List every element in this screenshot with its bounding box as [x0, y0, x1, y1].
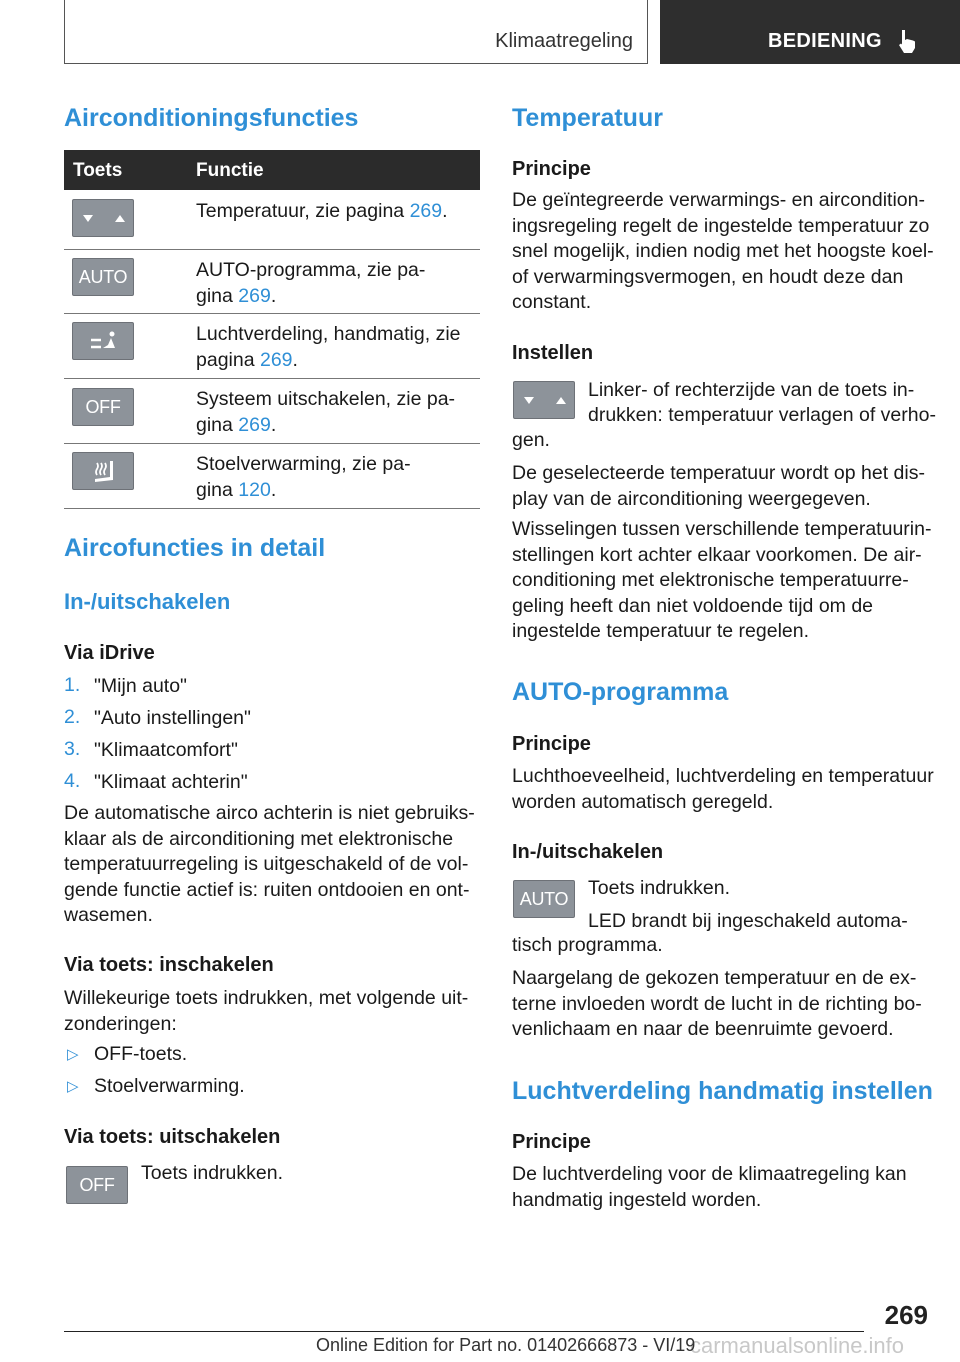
page-link[interactable]: 269	[259, 348, 293, 371]
toets-on-paragraph: Willekeurige toets indrukken, met volgende uit- zonderingen:	[64, 987, 469, 1035]
temperature-principle-paragraph: De geïntegreerde verwarmings- en aircondition- ingsregeling regelt de ingestelde temperatuur zo snel mogelijk, indien nodig met het hoogste koel- of verwarmingsvermogen, en houdt deze dan constant.	[512, 189, 934, 313]
via-toets-on-heading: Via toets: inschakelen	[64, 954, 274, 976]
changes-paragraph: Wisselingen tussen verschillende temperatuurin- stellingen kort achter elkaar voorkomen. De air- conditioning met elektronische temperatuurre- geling heeft dan niet voldoende tijd om de ingestelde temperatuur te regelen.	[512, 518, 932, 642]
principe-heading: Principe	[512, 733, 591, 755]
air-distribution-paragraph: De luchtverdeling voor de klimaatregeling kan handmatig ingesteld worden.	[512, 1163, 907, 1211]
instellen-heading: Instellen	[512, 342, 594, 364]
table-row-off-text: Systeem uitschakelen, zie pa- gina 269.	[196, 388, 456, 436]
step-number: 3.	[64, 738, 81, 760]
auto-airflow-paragraph: Naargelang de gekozen temperatuur en de ex- terne invloeden wordt de lucht in de richting bo- venlichaam en naar de beenruimte gevoerd.	[512, 967, 922, 1040]
step-number: 2.	[64, 706, 81, 728]
auto-button-icon: AUTO	[72, 258, 134, 296]
header-section-box	[64, 0, 648, 64]
display-paragraph: De geselecteerde temperatuur wordt op het dis- play van de airconditioning weergegeven.	[512, 462, 925, 510]
principe-heading: Principe	[512, 1131, 591, 1153]
air-distribution-title: Luchtverdeling handmatig instellen	[512, 1077, 933, 1105]
table-divider	[64, 249, 480, 250]
table-divider	[64, 443, 480, 444]
auto-instruction: Toets indrukken.	[588, 877, 730, 899]
auto-led-line1: LED brandt bij ingeschakeld automa-	[588, 910, 908, 932]
temperature-title: Temperatuur	[512, 104, 663, 132]
footer-divider	[64, 1331, 864, 1332]
via-idrive-heading: Via iDrive	[64, 642, 155, 664]
page-link[interactable]: 120	[238, 478, 271, 501]
table-row-air-distribution-text: Luchtverdeling, handmatig, zie pagina 269.	[196, 323, 461, 371]
table-divider	[64, 313, 480, 314]
pointing-hand-icon	[896, 28, 920, 54]
step-text: "Auto instellingen"	[94, 707, 251, 729]
table-header-functie: Functie	[196, 160, 264, 181]
instellen-text-line3: gen.	[512, 429, 550, 451]
step-number: 4.	[64, 770, 81, 792]
page-title: Airconditioningsfuncties	[64, 104, 359, 132]
page-number: 269	[884, 1300, 928, 1330]
table-row-auto-text: AUTO-programma, zie pa- gina 269.	[196, 259, 426, 307]
header-chapter-box	[660, 0, 960, 64]
page-link[interactable]: 269	[238, 284, 271, 307]
off-button-icon: OFF	[72, 388, 134, 426]
onoff-title: In-/uitschakelen	[64, 589, 231, 614]
bullet-triangle-icon: ▷	[67, 1046, 79, 1063]
page-link[interactable]: 269	[409, 200, 443, 222]
off-button-icon: OFF	[66, 1166, 128, 1204]
footer-edition: Online Edition for Part no. 01402666873 - VI/19	[316, 1335, 696, 1355]
step-text: "Mijn auto"	[94, 675, 187, 697]
detail-title: Aircofuncties in detail	[64, 534, 326, 562]
table-header-toets: Toets	[73, 160, 123, 181]
temperature-arrows-icon	[513, 381, 575, 419]
instellen-text-line2: drukken: temperatuur verlagen of verho-	[588, 404, 936, 426]
watermark: carmanualsonline.info	[690, 1333, 905, 1358]
bullet-item: OFF-toets.	[94, 1043, 188, 1065]
table-divider	[64, 508, 480, 509]
auto-program-title: AUTO-programma	[512, 678, 729, 706]
via-toets-off-heading: Via toets: uitschakelen	[64, 1126, 281, 1148]
table-row-temperature-text: Temperatuur, zie pagina 269.	[196, 200, 448, 222]
auto-led-line2: tisch programma.	[512, 934, 663, 956]
chapter-title: BEDIENING	[768, 30, 882, 52]
auto-onoff-heading: In-/uitschakelen	[512, 841, 664, 863]
temperature-arrows-icon	[72, 199, 134, 237]
step-text: "Klimaatcomfort"	[94, 739, 238, 761]
step-text: "Klimaat achterin"	[94, 771, 248, 793]
table-row-seat-heating-text: Stoelverwarming, zie pa- gina 120.	[196, 453, 411, 501]
auto-button-icon: AUTO	[513, 880, 575, 918]
principe-heading: Principe	[512, 158, 591, 180]
step-number: 1.	[64, 674, 81, 696]
instellen-text-line1: Linker- of rechterzijde van de toets in-	[588, 379, 915, 401]
page-link[interactable]: 269	[238, 413, 271, 436]
section-title: Klimaatregeling	[495, 30, 633, 52]
air-distribution-icon	[72, 322, 134, 360]
bullet-item: Stoelverwarming.	[94, 1075, 245, 1097]
table-header	[64, 150, 480, 190]
auto-principle-paragraph: Luchthoeveelheid, luchtverdeling en temperatuur worden automatisch geregeld.	[512, 765, 934, 813]
idrive-note-paragraph: De automatische airco achterin is niet gebruiks- klaar als de airconditioning met elektronische temperatuurregeling is uitgeschakeld of de vol- gende functie actief is: ruiten ontdooien en ont- wasemen.	[64, 802, 475, 926]
off-instruction: Toets indrukken.	[141, 1162, 283, 1184]
table-divider	[64, 378, 480, 379]
bullet-triangle-icon: ▷	[67, 1078, 79, 1095]
seat-heating-icon	[72, 452, 134, 490]
